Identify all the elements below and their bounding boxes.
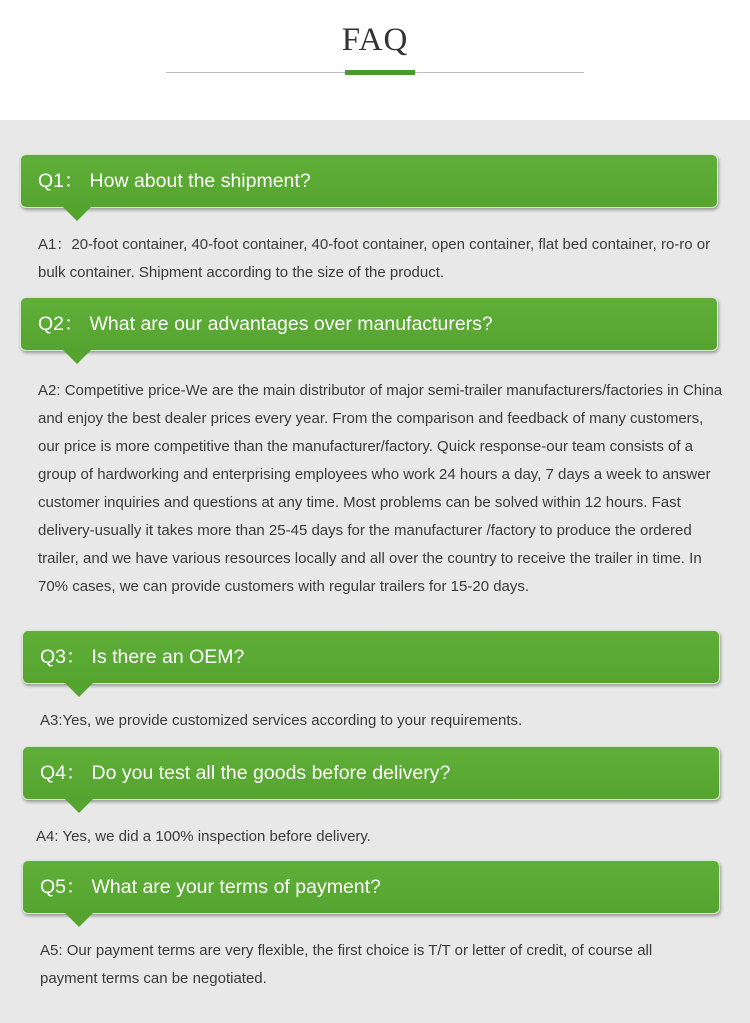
page-header — [0, 0, 750, 120]
faq-question-text — [40, 631, 244, 683]
answer-text: Our payment terms are very flexible, the first choice is T/T or letter of credit, of course all payment terms can be negotiated. — [40, 942, 653, 987]
question-number: Q2 — [38, 313, 65, 335]
answer-text: 20-foot container, 40-foot container, 40-foot container, open container, flat bed container, ro-ro or bulk container. Shipment according to the size of the product. — [38, 236, 711, 281]
answer-text: Yes, we provide customized services according to your requirements. — [62, 712, 523, 729]
faq-question-text — [40, 861, 381, 913]
faq-answer-4 — [36, 823, 716, 851]
answer-separator: ： — [56, 236, 72, 253]
answer-number: A5 — [40, 942, 59, 959]
answer-separator: : — [58, 712, 63, 729]
question-separator: ： — [66, 762, 86, 784]
faq-section — [0, 120, 750, 1023]
faq-question-text — [38, 298, 493, 350]
question-number: Q4 — [40, 762, 67, 784]
faq-question-4 — [22, 746, 720, 800]
question-separator: ： — [64, 170, 84, 192]
faq-question-text — [40, 747, 450, 799]
speech-tail-icon — [65, 799, 93, 813]
question-separator: ： — [66, 646, 86, 668]
answer-separator: : — [58, 942, 67, 959]
faq-question-text — [38, 155, 311, 207]
faq-question-3 — [22, 630, 720, 684]
answer-text: Competitive price-We are the main distributor of major semi-trailer manufacturers/factories in China and enjoy the best dealer prices every year. From the comparison and feedback of many customers, our price is more competitive than the manufacturer/factory. Quick response-our team consists of a group of hardworking and enterprising employees who work 24 hours a day, 7 days a week to answer customer inquiries and questions at any time. Most problems can be solved within 12 hours. Fast delivery-usually it takes more than 25-45 days for the manufacturer /factory to produce the ordered trailer, and we have various resources locally and all over the country to receive the trailer in time. In 70% cases, we can provide customers with regular trailers for 15-20 days. — [38, 382, 723, 595]
question-label: Do you test all the goods before delivery? — [91, 762, 451, 784]
answer-separator: : — [54, 828, 63, 845]
speech-tail-icon — [63, 350, 91, 364]
answer-number: A1 — [38, 236, 57, 253]
speech-tail-icon — [65, 683, 93, 697]
faq-question-1 — [20, 154, 718, 208]
question-separator: ： — [64, 313, 84, 335]
speech-tail-icon — [63, 207, 91, 221]
speech-tail-icon — [65, 913, 93, 927]
faq-answer-3 — [40, 707, 720, 735]
question-number: Q5 — [40, 876, 67, 898]
question-label: What are your terms of payment? — [91, 876, 381, 898]
answer-text: Yes, we did a 100% inspection before delivery. — [62, 828, 371, 845]
faq-answer-5 — [40, 937, 710, 993]
faq-answer-1 — [38, 231, 718, 287]
answer-number: A3 — [40, 712, 59, 729]
answer-separator: : — [56, 382, 65, 399]
faq-question-5 — [22, 860, 720, 914]
question-label: What are our advantages over manufacturers? — [89, 313, 493, 335]
answer-number: A2 — [38, 382, 57, 399]
faq-answer-2 — [38, 377, 728, 601]
question-number: Q1 — [38, 170, 65, 192]
question-label: How about the shipment? — [89, 170, 311, 192]
answer-number: A4 — [36, 828, 55, 845]
faq-question-2 — [20, 297, 718, 351]
question-label: Is there an OEM? — [91, 646, 245, 668]
page-title: FAQ — [341, 22, 409, 58]
question-number: Q3 — [40, 646, 67, 668]
title-accent-bar — [345, 70, 415, 75]
question-separator: ： — [66, 876, 86, 898]
